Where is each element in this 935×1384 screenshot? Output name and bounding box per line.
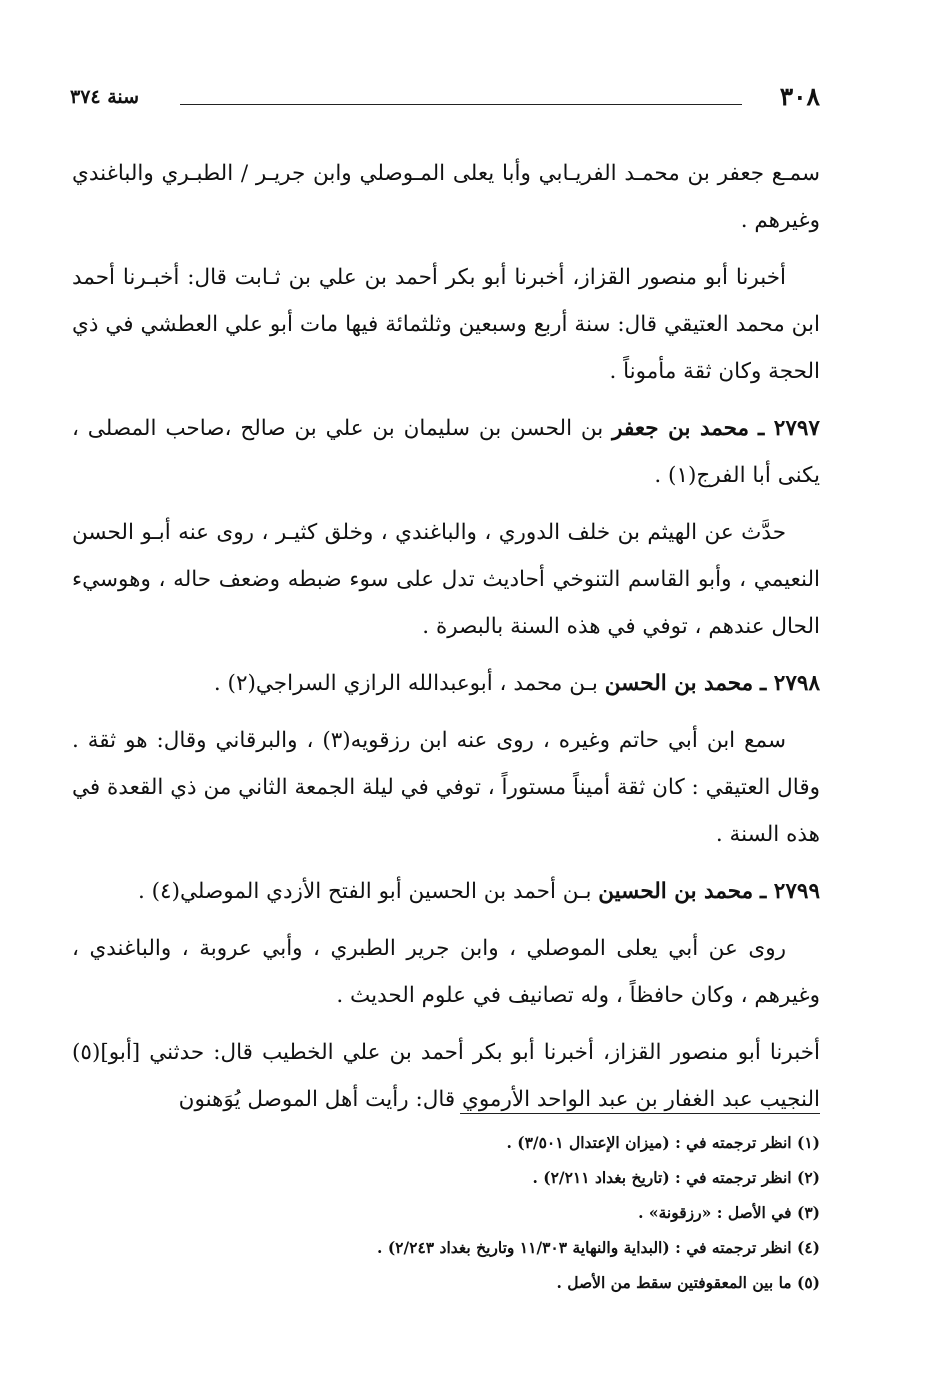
footnote: (٥) ما بين المعقوفتين سقط من الأصل . xyxy=(556,1273,820,1292)
footnotes xyxy=(120,1125,820,1300)
biography-entry: ٢٧٩٩ ـ محمد بن الحسين بـن أحمد بن الحسين أبو الفتح الأزدي الموصلي(٤) . xyxy=(137,879,820,904)
biography-entry: ٢٧٩٨ ـ محمد بن الحسن بـن محمد ، أبوعبدالله الرازي السراجي(٢) . xyxy=(213,671,820,696)
page-number: ٣٠٨ xyxy=(779,82,820,111)
entry-number: ٢٧٩٩ ـ xyxy=(760,879,820,904)
footnote: (٢) انظر ترجمته في : (تاريخ بغداد ٢/٢١١) . xyxy=(532,1168,820,1187)
paragraph: أخبرنا أبو منصور القزاز، أخبرنا أبو بكر أحمد بن علي بن ثـابت قال: أخبـرنا أحمد ابن محمد العتيقي قال: سنة أربع وسبعين وثلثمائة فيها مات أبو علي العطشي في ذي الحجة وكان ثقة مأموناً . xyxy=(72,265,820,384)
paragraph: روى عن أبي يعلى الموصلي ، وابن جرير الطبري ، وأبي عروبة ، والباغندي ، وغيرهم ، وكان حافظاً ، وله تصانيف في علوم الحديث . xyxy=(72,936,820,1008)
main-text xyxy=(72,150,820,1133)
entry-name: محمد بن جعفر xyxy=(612,416,750,441)
entry-name: محمد بن الحسن xyxy=(604,671,754,696)
entry-name: محمد بن الحسين xyxy=(598,879,754,904)
paragraph: حدَّث عن الهيثم بن خلف الدوري ، والباغندي ، وخلق كثيـر ، روى عنه أبـو الحسن النعيمي ، وأبو القاسم التنوخي أحاديث تدل على سوء ضبطه وضعف حاله ، وهوسيء الحال عندهم ، توفي في هذه السنة بالبصرة . xyxy=(72,520,820,639)
entry-number: ٢٧٩٧ ـ xyxy=(757,416,820,441)
biography-entry: ٢٧٩٧ ـ محمد بن جعفر بن الحسن بن سليمان بن علي بن صالح ،صاحب المصلى ، يكنى أبا الفرج(١) . xyxy=(72,416,820,488)
page-header xyxy=(70,78,820,118)
footnote: (٤) انظر ترجمته في : (البداية والنهاية ١١/٣٠٣ وتاريخ بغداد ٢/٢٤٣) . xyxy=(377,1238,820,1257)
footnote-separator xyxy=(460,1113,820,1114)
header-rule xyxy=(180,104,742,105)
paragraph: أخبرنا أبو منصور القزاز، أخبرنا أبو بكر أحمد بن علي الخطيب قال: حدثني [أبو](٥) النجيب عبد الغفار بن عبد الواحد الأرموي قال: رأيت أهل الموصل يُوَهنون xyxy=(72,1040,820,1112)
paragraph: سمع ابن أبي حاتم وغيره ، روى عنه ابن رزقويه(٣) ، والبرقاني وقال: هو ثقة . وقال العتيقي : كان ثقة أميناً مستوراً ، توفي في ليلة الجمعة الثاني من ذي القعدة في هذه السنة . xyxy=(72,728,820,847)
paragraph: سمـع جعفر بن محمـد الفريـابي وأبا يعلى المـوصلي وابن جريـر / الطبـري والباغندي وغيرهم . xyxy=(72,161,820,233)
running-title: سنة ٣٧٤ xyxy=(70,86,140,108)
footnote: (٣) في الأصل : «رزقونة» . xyxy=(638,1203,820,1222)
entry-number: ٢٧٩٨ ـ xyxy=(760,671,820,696)
footnote: (١) انظر ترجمته في : (ميزان الإعتدال ٣/٥٠١) . xyxy=(506,1133,820,1152)
